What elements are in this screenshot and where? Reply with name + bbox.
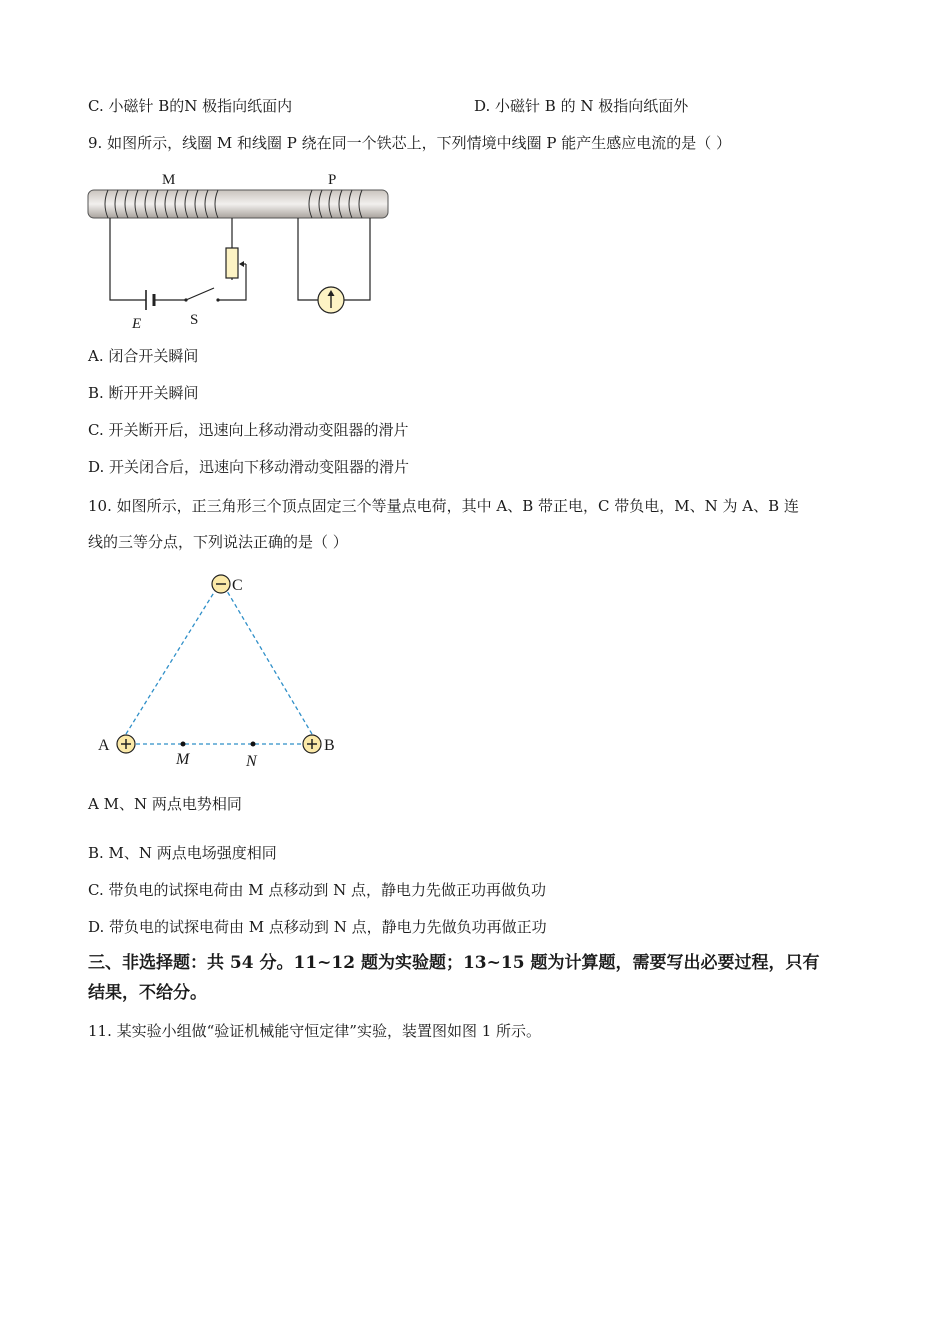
label-c: C	[232, 577, 243, 594]
q10-option-a: A M、N 两点电势相同	[88, 795, 242, 813]
q10-stem-line1: 10. 如图所示，正三角形三个顶点固定三个等量点电荷，其中 A、B 带正电，C 带负电，M、N 为 A、B 连	[88, 497, 799, 515]
point-n	[251, 742, 256, 747]
q10-option-d: D. 带负电的试探电荷由 M 点移动到 N 点，静电力先做负功再做正功	[88, 918, 547, 936]
label-battery-e: E	[132, 316, 142, 332]
charge-c-negative	[212, 575, 230, 593]
label-a: A	[98, 737, 110, 754]
q9-option-a: A. 闭合开关瞬间	[88, 347, 199, 365]
q10-option-b: B. M、N 两点电场强度相同	[88, 844, 277, 862]
rheostat	[226, 248, 238, 278]
q9-option-b: B. 断开开关瞬间	[88, 384, 199, 402]
q9-stem: 9. 如图所示，线圈 M 和线圈 P 绕在同一个铁芯上，下列情境中线圈 P 能产生感应电流的是（ ）	[88, 134, 732, 152]
galvanometer	[318, 287, 344, 313]
label-b: B	[324, 737, 335, 754]
q9-option-c: C. 开关断开后，迅速向上移动滑动变阻器的滑片	[88, 421, 409, 439]
label-m: M	[176, 751, 190, 768]
charge-b-positive	[303, 735, 321, 753]
q10-stem-line2: 线的三等分点，下列说法正确的是（ ）	[88, 533, 348, 551]
q9-circuit-figure	[80, 162, 400, 332]
q10-option-c: C. 带负电的试探电荷由 M 点移动到 N 点，静电力先做正功再做负功	[88, 881, 547, 899]
side-ac	[126, 586, 218, 734]
side-bc	[224, 586, 312, 734]
charge-a-positive	[117, 735, 135, 753]
iron-core	[88, 190, 388, 218]
label-coil-p: P	[328, 172, 337, 188]
label-coil-m: M	[162, 172, 176, 188]
label-switch-s: S	[190, 312, 199, 328]
section3-heading-line1: 三、非选择题：共 54 分。11~12 题为实验题；13~15 题为计算题，需要写出必要过程，只有	[88, 953, 820, 973]
q9-option-d: D. 开关闭合后，迅速向下移动滑动变阻器的滑片	[88, 458, 410, 476]
q11-stem: 11. 某实验小组做“验证机械能守恒定律”实验，装置图如图 1 所示。	[88, 1022, 542, 1040]
q8-option-c: C. 小磁针 B的N 极指向纸面内	[88, 97, 293, 115]
battery-e	[146, 290, 160, 310]
section3-heading-line2: 结果，不给分。	[88, 983, 207, 1003]
q8-option-d: D. 小磁针 B 的 N 极指向纸面外	[474, 97, 689, 115]
point-m	[181, 742, 186, 747]
label-n: N	[246, 753, 257, 770]
q10-triangle-figure	[90, 568, 350, 778]
